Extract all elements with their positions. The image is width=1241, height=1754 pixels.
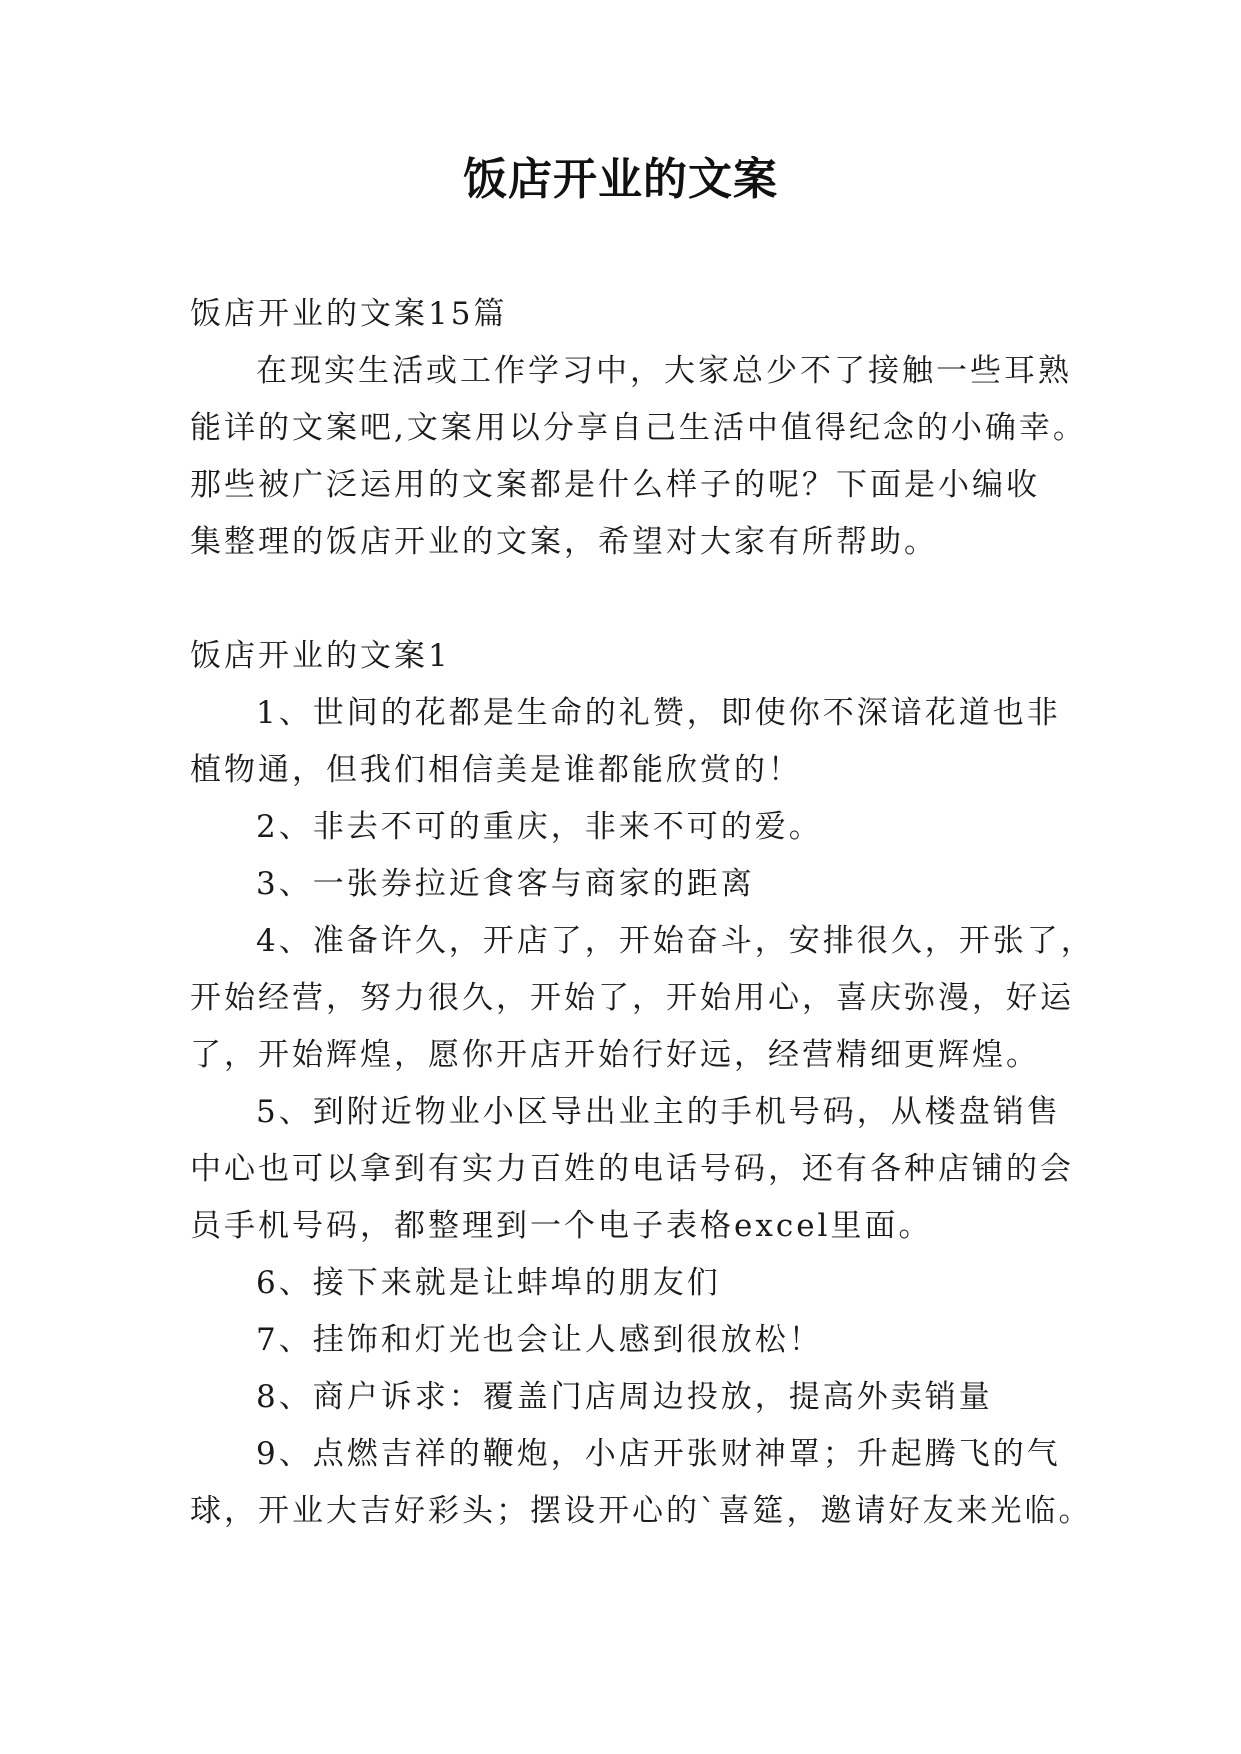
intro-line: 能详的文案吧,文案用以分享自己生活中值得纪念的小确幸。	[190, 410, 1087, 446]
item-line: 7、挂饰和灯光也会让人感到很放松！	[256, 1322, 823, 1358]
document-body	[190, 286, 1095, 1540]
section-heading: 饭店开业的文案1	[190, 638, 451, 674]
item-line: 植物通，但我们相信美是谁都能欣赏的！	[190, 752, 802, 788]
intro-line: 集整理的饭店开业的文案，希望对大家有所帮助。	[190, 524, 938, 560]
intro-paragraph	[190, 343, 1087, 571]
list-item	[190, 1369, 1050, 1426]
item-line: 3、一张券拉近食客与商家的距离	[256, 866, 755, 902]
paragraph-gap	[190, 571, 1050, 628]
item-line: 2、非去不可的重庆，非来不可的爱。	[256, 809, 823, 845]
list-item	[190, 1312, 1050, 1369]
subtitle: 饭店开业的文案15篇	[190, 296, 508, 332]
item-line: 员手机号码，都整理到一个电子表格excel里面。	[190, 1208, 933, 1244]
item-line: 了，开始辉煌，愿你开店开始行好远，经营精细更辉煌。	[190, 1037, 1040, 1073]
item-line: 1、世间的花都是生命的礼赞，即使你不深谙花道也非	[256, 695, 1061, 731]
list-item	[190, 1426, 1093, 1540]
list-item	[190, 799, 1050, 856]
list-item	[190, 1084, 1074, 1255]
item-line: 中心也可以拿到有实力百姓的电话号码，还有各种店铺的会	[190, 1151, 1074, 1187]
list-item	[190, 1255, 1050, 1312]
list-item	[190, 913, 1095, 1084]
list-item	[190, 856, 1050, 913]
intro-line: 在现实生活或工作学习中，大家总少不了接触一些耳熟	[256, 353, 1072, 389]
item-line: 6、接下来就是让蚌埠的朋友们	[256, 1265, 721, 1301]
item-line: 9、点燃吉祥的鞭炮，小店开张财神罩；升起腾飞的气	[256, 1436, 1061, 1472]
item-line: 5、到附近物业小区导出业主的手机号码，从楼盘销售	[256, 1094, 1061, 1130]
document-title: 饭店开业的文案	[463, 154, 778, 205]
item-line: 8、商户诉求：覆盖门店周边投放，提高外卖销量	[256, 1379, 993, 1415]
item-line: 4、准备许久，开店了，开始奋斗，安排很久，开张了，	[256, 923, 1095, 959]
item-line: 开始经营，努力很久，开始了，开始用心，喜庆弥漫，好运	[190, 980, 1074, 1016]
list-item	[190, 685, 1061, 799]
item-line: 球，开业大吉好彩头；摆设开心的`喜筵，邀请好友来光临。	[190, 1493, 1093, 1529]
intro-line: 那些被广泛运用的文案都是什么样子的呢？下面是小编收	[190, 467, 1040, 503]
